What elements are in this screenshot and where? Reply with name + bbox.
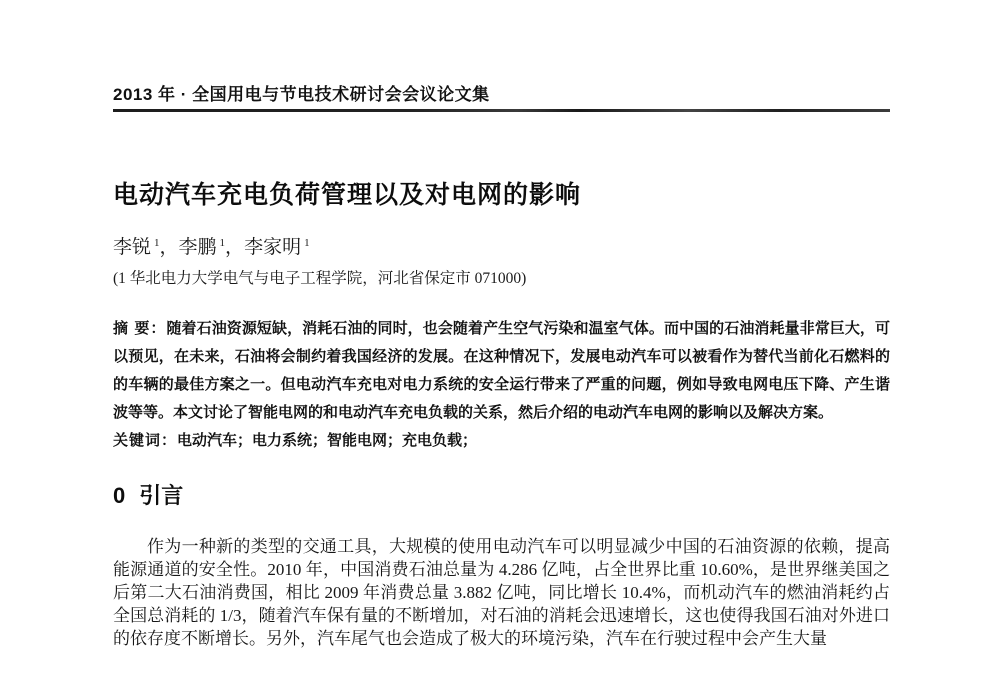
affiliation-line: (1 华北电力大学电气与电子工程学院，河北省保定市 071000) (113, 270, 527, 287)
author-name: 李家明 (244, 237, 302, 258)
keywords-text: 电动汽车；电力系统；智能电网；充电负载； (177, 433, 478, 449)
header-rule (113, 109, 890, 112)
running-head (113, 0, 890, 112)
section-title: 引言 (139, 483, 184, 508)
author-affiliation-mark: 1 (154, 236, 160, 249)
introduction-paragraph: 作为一种新的类型的交通工具，大规模的使用电动汽车可以明显减少中国的石油资源的依赖，提高能源通道的安全性。2010 年，中国消费石油总量为 4.286 亿吨，占全世界比重 10.60%，是世界继美国之后第二大石油消费国，相比 2009 年消费总量 3.882 亿吨，同比增长 10.4%，而机动汽车的燃油消耗约占全国总消耗的 1/3，随着汽车保有量的不断增加，对石油的消耗会迅速增长，这也使得我国石油对外进口的依存度不断增长。另外，汽车尾气也会造成了极大的环境污染，汽车在行驶过程中会产生大量 (113, 537, 890, 648)
author-line: 李锐 $^1$，李鹏 $^1$，李家明 $^1$ (113, 236, 310, 258)
abstract-text: 随着石油资源短缺，消耗石油的同时，也会随着产生空气污染和温室气体。而中国的石油消耗量非常巨大，可以预见，在未来，石油将会制约着我国经济的发展。在这种情况下，发展电动汽车可以被看作为替代当前化石燃料的的车辆的最佳方案之一。但电动汽车充电对电力系统的安全运行带来了严重的问题，例如导致电网电压下降、产生谐波等等。本文讨论了智能电网的和电动汽车充电负载的关系，然后介绍的电动汽车电网的影响以及解决方案。 (113, 321, 890, 421)
author-name: 李鹏 (178, 237, 217, 258)
proceedings-title: 2013 年 · 全国用电与节电技术研讨会会议论文集 (113, 85, 490, 104)
page-content (113, 0, 890, 650)
author-affiliation-mark: 1 (304, 236, 310, 249)
section-heading-introduction (113, 479, 890, 510)
abstract-block (113, 315, 890, 427)
keywords-label: 关键词： (113, 432, 178, 449)
abstract-label: 摘 要： (113, 320, 167, 337)
paper-title: 电动汽车充电负荷管理以及对电网的影响 (113, 181, 582, 209)
section-number: 0 (113, 483, 126, 508)
author-name: 李锐 (113, 237, 152, 258)
keywords-line (113, 427, 890, 455)
author-affiliation-mark: 1 (219, 236, 226, 249)
